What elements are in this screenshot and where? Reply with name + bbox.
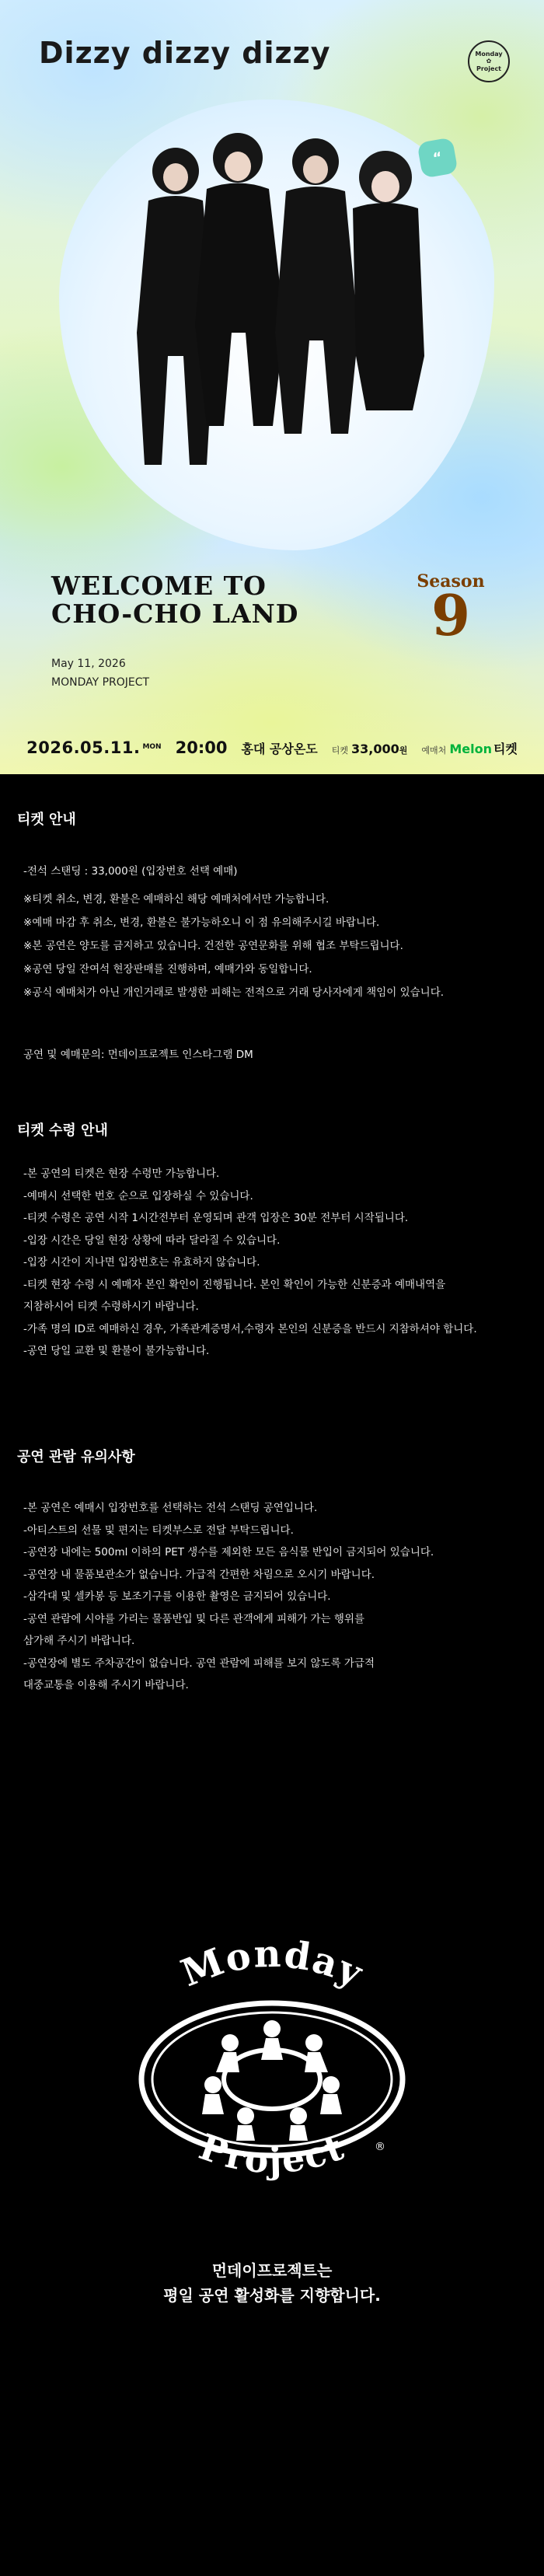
band-title: Dizzy dizzy dizzy xyxy=(39,36,331,70)
rules-line: -본 공연은 예매시 입장번호를 선택하는 전석 스탠딩 공연입니다. xyxy=(23,1502,318,1514)
logo-bottom-text: Project xyxy=(194,2125,350,2182)
event-venue: 홍대 공상온도 xyxy=(241,742,318,756)
ticket-pickup-heading: 티켓 수령 안내 xyxy=(17,1122,108,1139)
ticket-contact-line: 공연 및 예매문의: 먼데이프로젝트 인스타그램 DM xyxy=(23,1049,253,1061)
pickup-line: -본 공연의 티켓은 현장 수령만 가능합니다. xyxy=(23,1168,220,1180)
event-time: 20:00 xyxy=(175,738,228,757)
ticket-pickup-list xyxy=(0,1163,544,1363)
ticket-info-line: ※예매 마감 후 취소, 변경, 환불은 불가능하오니 이 점 유의해주시길 바랍니다. xyxy=(23,916,380,929)
footer-tagline-2: 평일 공연 활성화를 지향합니다. xyxy=(163,2286,381,2305)
rules-line: -삼각대 및 셀카봉 등 보조기구를 이용한 촬영은 금지되어 있습니다. xyxy=(23,1590,331,1603)
poster-organizer: MONDAY PROJECT xyxy=(51,676,150,689)
concert-poster xyxy=(0,0,544,774)
registered-mark: ® xyxy=(375,2141,385,2153)
ticket-info-line: ※본 공연은 양도를 금지하고 있습니다. 건전한 공연문화를 위해 협조 부탁드립니다. xyxy=(23,940,403,952)
badge-bottom-text: Project xyxy=(476,65,502,72)
pickup-line: -티켓 현장 수령 시 예매자 본인 확인이 진행됩니다. 본인 확인이 가능한 신분증과 예매내역을 xyxy=(23,1278,446,1291)
svg-text:Monday xyxy=(176,1932,370,1996)
ticket-info-list xyxy=(0,860,544,1066)
rules-line: 삼가해 주시기 바랍니다. xyxy=(23,1635,135,1647)
pickup-line: -입장 시간이 지나면 입장번호는 유효하지 않습니다. xyxy=(23,1256,260,1269)
rules-line: -공연장에 별도 주차공간이 없습니다. 공연 관람에 피해를 보지 않도록 가급적 xyxy=(23,1656,375,1670)
viewing-rules-list xyxy=(0,1497,544,1697)
sticker-icon: “ xyxy=(417,137,458,178)
badge-top-text: Monday xyxy=(475,50,503,58)
pickup-line: -예매시 선택한 번호 순으로 입장하실 수 있습니다. xyxy=(23,1189,253,1202)
welcome-line-1: WELCOME TO xyxy=(51,571,267,601)
melon-logo: Melon xyxy=(449,742,492,756)
welcome-title xyxy=(51,572,298,629)
dancing-figures-icon xyxy=(202,2020,342,2141)
price-unit: 원 xyxy=(399,745,408,756)
pickup-line: -공연 당일 교환 및 환불이 불가능합니다. xyxy=(23,1345,210,1357)
welcome-line-2: CHO-CHO LAND xyxy=(51,599,299,630)
viewing-rules-heading: 공연 관람 유의사항 xyxy=(17,1449,135,1465)
pickup-line: -가족 명의 ID로 예매하신 경우, 가족관계증명서,수령자 본인의 신분증을 반드시 지참하셔야 합니다. xyxy=(23,1322,477,1335)
svg-text:Project xyxy=(194,2125,350,2181)
rules-line: 대중교통을 이용해 주시기 바랍니다. xyxy=(23,1679,189,1691)
badge-figure-icon: ✿ xyxy=(486,58,492,65)
ticket-info-line: -전석 스탠딩 : 33,000원 (입장번호 선택 예매) xyxy=(23,865,238,878)
pickup-line: -입장 시간은 당일 현장 상황에 따라 달라질 수 있습니다. xyxy=(23,1234,281,1247)
season-number: 9 xyxy=(431,582,471,648)
ticket-info-section xyxy=(0,808,544,1066)
ticket-info-line: ※티켓 취소, 변경, 환불은 예매하신 해당 예매처에서만 가능합니다. xyxy=(23,893,330,906)
vendor-label: 예매처 xyxy=(421,745,447,756)
rules-line: -공연장 내 물품보관소가 없습니다. 가급적 간편한 차림으로 오시기 바랍니다. xyxy=(23,1568,375,1581)
event-date: 2026.05.11. xyxy=(26,738,141,757)
monday-project-logo xyxy=(127,1912,417,2239)
poster-date: May 11, 2026 xyxy=(51,658,126,670)
season-label: Season xyxy=(417,571,485,592)
footer-tagline-1: 먼데이프로젝트는 xyxy=(211,2261,333,2280)
event-day: MON xyxy=(142,742,162,751)
ticket-info-line: ※공연 당일 잔여석 현장판매를 진행하며, 예매가와 동일합니다. xyxy=(23,963,312,976)
viewing-rules-section xyxy=(0,1446,544,1697)
melon-ticket-suffix: 티켓 xyxy=(493,742,518,756)
price-label: 티켓 xyxy=(331,745,349,756)
ticket-info-line: ※공식 예매처가 아닌 개인거래로 발생한 피해는 전적으로 거래 당사자에게 책임이 있습니다. xyxy=(23,986,445,999)
rules-line: -아티스트의 선물 및 편지는 티켓부스로 전달 부탁드립니다. xyxy=(23,1524,294,1537)
ticket-pickup-section xyxy=(0,1119,544,1363)
rules-line: -공연 관람에 시야를 가리는 물품반입 및 다른 관객에게 피해가 가는 행위를 xyxy=(23,1612,365,1625)
event-info-bar xyxy=(0,738,544,762)
ticket-price: 33,000 xyxy=(351,742,399,756)
ticket-info-heading: 티켓 안내 xyxy=(17,812,76,828)
pickup-line: -티켓 수령은 공연 시작 1시간전부터 운영되며 관객 입장은 30분 전부터 시작됩니다. xyxy=(23,1212,409,1224)
pickup-line: 지참하시어 티켓 수령하시기 바랍니다. xyxy=(23,1300,199,1313)
monday-project-badge xyxy=(468,40,510,82)
logo-top-text: Monday xyxy=(175,1932,370,1996)
rules-line: -공연장 내에는 500ml 이하의 PET 생수를 제외한 모든 음식물 반입이 금지되어 있습니다. xyxy=(23,1546,434,1559)
